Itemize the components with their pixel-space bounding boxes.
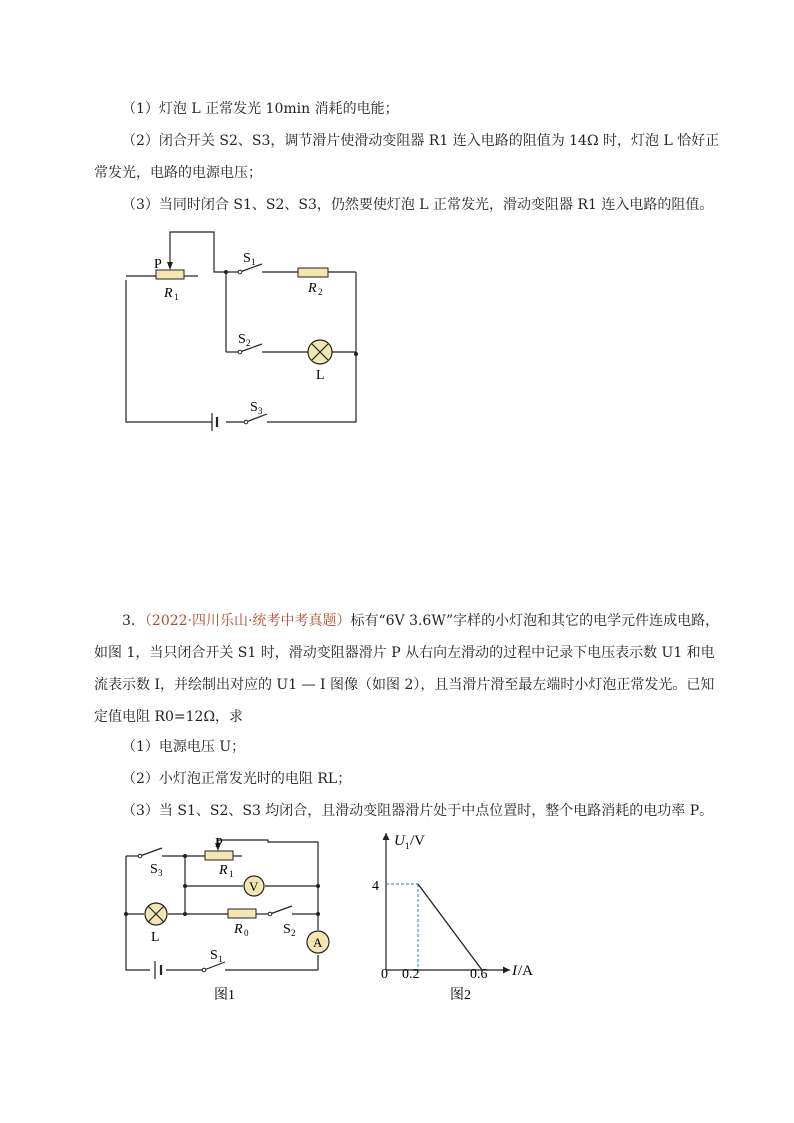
s2-sub: 2	[246, 338, 251, 348]
problem-3-q3: （3）当 S1、S2、S3 均闭合，且滑动变阻器滑片处于中点位置时，整个电路消耗的电功率 P。	[122, 803, 714, 819]
question-2-line-1: （2）闭合开关 S2、S3，调节滑片使滑动变阻器 R1 连入电路的阻值为 14Ω 时，灯泡 L 恰好正	[122, 133, 720, 149]
problem-3-q1: （1）电源电压 U；	[122, 739, 246, 755]
s3-label-2: S	[150, 862, 158, 877]
lamp-l-label-2: L	[151, 930, 160, 945]
s1-label-2: S	[210, 948, 218, 963]
s1-label: S	[243, 251, 251, 266]
y-axis-label-sub: 1	[405, 841, 410, 851]
s2-label-2: S	[283, 922, 291, 937]
figure-1-caption: 图1	[214, 988, 235, 1003]
y-axis-label-unit: /V	[410, 833, 425, 849]
s1-sub-2: 1	[218, 954, 223, 964]
x-tick-label-0: 0.2	[402, 967, 420, 982]
ammeter-label: A	[313, 935, 323, 950]
x-tick-label-1: 0.6	[470, 967, 488, 982]
problem-3-line-4: 定值电阻 R0=12Ω，求	[94, 709, 244, 725]
s3-sub-2: 3	[158, 868, 163, 878]
problem-3-line-2: 如图 1，当只闭合开关 S1 时，滑动变阻器滑片 P 从右向左滑动的过程中记录下电压表示数 U1 和电	[94, 645, 715, 661]
series-line-0	[418, 884, 482, 970]
y-tick-label-0: 4	[372, 879, 379, 894]
circuit-diagram-2	[110, 828, 350, 1008]
r2-label: R	[308, 281, 317, 296]
slider-p-label-2: P	[215, 836, 223, 851]
r0-sub: 0	[244, 928, 249, 938]
question-1: （1）灯泡 L 正常发光 10min 消耗的电能；	[122, 101, 399, 117]
r1-label-2: R	[219, 863, 228, 878]
problem-source: （2022·四川乐山·统考中考真题）	[144, 613, 351, 629]
r1-sub: 1	[174, 292, 179, 302]
problem-3-q2: （2）小灯泡正常发光时的电阻 RL；	[122, 771, 352, 787]
question-2-line-2: 常发光，电路的电源电压；	[94, 165, 262, 181]
x-axis-label-main: I	[512, 963, 517, 979]
origin-label: 0	[381, 967, 388, 982]
r2-sub: 2	[318, 287, 323, 297]
voltmeter-label: V	[249, 879, 259, 894]
x-axis-label-unit: /A	[518, 963, 533, 979]
u-i-graph	[370, 825, 550, 1010]
s2-label: S	[238, 332, 246, 347]
figure-2-caption: 图2	[450, 988, 471, 1003]
r1-sub-2: 1	[229, 869, 234, 879]
r1-label: R	[164, 286, 173, 301]
question-3: （3）当同时闭合 S1、S2、S3，仍然要使灯泡 L 正常发光，滑动变阻器 R1 连入电路的阻值。	[122, 197, 714, 213]
slider-p-label: P	[154, 257, 162, 272]
problem-text-1: 标有“6V 3.6W”字样的小灯泡和其它的电学元件连成电路，	[350, 613, 720, 629]
s2-sub-2: 2	[291, 928, 296, 938]
s3-label: S	[250, 400, 258, 415]
problem-number: 3．	[122, 613, 145, 629]
s3-sub: 3	[258, 406, 263, 416]
lamp-l-label: L	[316, 368, 325, 383]
problem-3-line-1	[122, 611, 719, 631]
problem-3-line-3: 流表示数 I，并绘制出对应的 U1 — I 图像（如图 2），且当滑片滑至最左端时小灯泡正常发光。已知	[94, 677, 715, 693]
circuit-diagram-1	[110, 222, 380, 432]
r0-label: R	[234, 922, 243, 937]
s1-sub: 1	[251, 257, 256, 267]
y-axis-label-main: U	[394, 833, 405, 849]
